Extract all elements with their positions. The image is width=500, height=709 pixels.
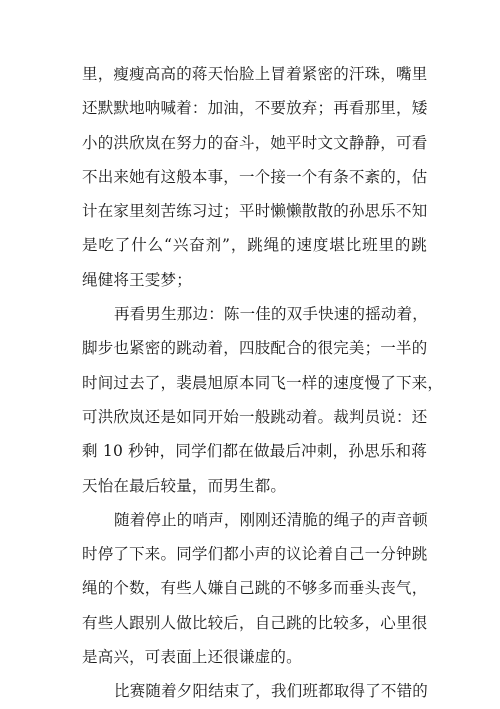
text-line: 可洪欣岚还是如同开始一般跳动着。裁判员说：还 <box>82 407 428 426</box>
text-line: 绳健将王雯梦； <box>82 270 192 289</box>
text-line: 时停了下来。同学们都小声的议论着自己一分钟跳 <box>82 545 428 564</box>
text-line: 不出来她有这般本事，一个接一个有条不紊的，估 <box>82 167 428 186</box>
text-line: 还默默地呐喊着：加油，不要放弃；再看那里，矮 <box>82 99 428 118</box>
text-line: 绳的个数，有些人嫌自己跳的不够多而垂头丧气， <box>82 579 428 598</box>
text-line: 时间过去了，裴晨旭原本同飞一样的速度慢了下来， <box>82 373 444 392</box>
text-line: 再看男生那边：陈一佳的双手快速的摇动着， <box>114 305 429 324</box>
text-line: 随着停止的哨声，刚刚还清脆的绳子的声音顿 <box>114 510 429 529</box>
text-line: 计在家里刻苦练习过；平时懒懒散散的孙思乐不知 <box>82 202 428 221</box>
document-body <box>82 57 444 709</box>
text-line: 脚步也紧密的跳动着，四肢配合的很完美；一半的 <box>82 339 428 358</box>
text-line: 是高兴，可表面上还很谦虚的。 <box>82 648 302 667</box>
text-line: 里，瘦瘦高高的蒋天怡脸上冒着紧密的汗珠，嘴里 <box>82 65 428 83</box>
text-line: 有些人跟别人做比较后，自己跳的比较多，心里很 <box>82 613 428 632</box>
text-line: 比赛随着夕阳结束了，我们班都取得了不错的 <box>114 682 429 701</box>
text-line: 小的洪欣岚在努力的奋斗，她平时文文静静，可看 <box>82 133 428 152</box>
text-line: 剩 10 秒钟，同学们都在做最后冲刺，孙思乐和蒋 <box>82 442 427 461</box>
text-line: 是吃了什么“兴奋剂”，跳绳的速度堪比班里的跳 <box>82 236 427 255</box>
text-line: 天怡在最后较量，而男生都。 <box>82 476 287 495</box>
